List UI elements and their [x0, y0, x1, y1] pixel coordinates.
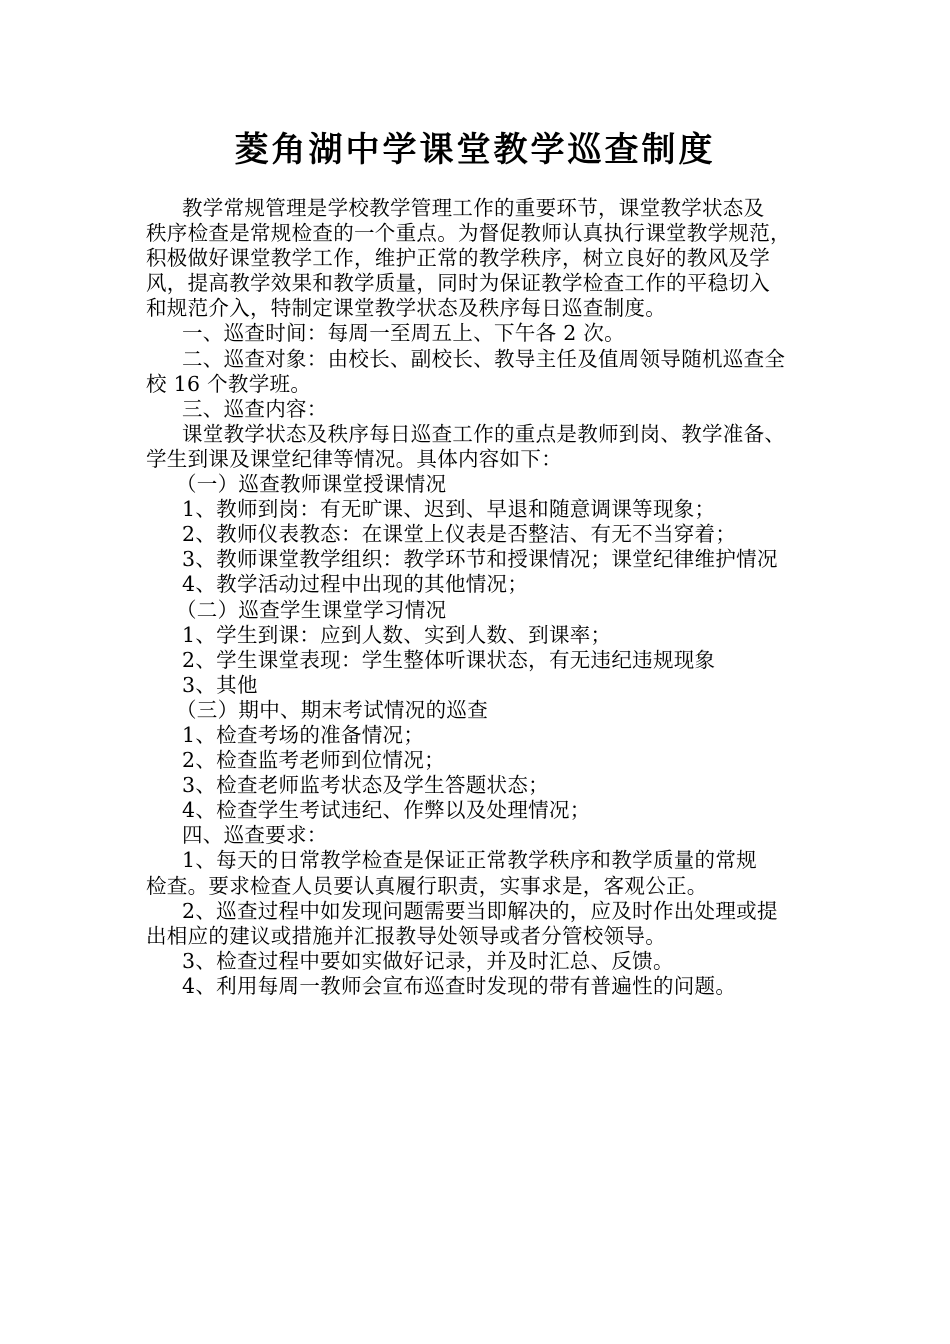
- text-line: （三）期中、期末考试情况的巡查: [176, 697, 488, 722]
- text-line: 出相应的建议或措施并汇报教导处领导或者分管校领导。: [146, 923, 666, 948]
- text-line: 1、学生到课：应到人数、实到人数、到课率；: [182, 622, 612, 647]
- text-line: 1、教师到岗：有无旷课、迟到、早退和随意调课等现象；: [182, 497, 716, 522]
- text-line: 3、检查过程中要如实做好记录，并及时汇总、反馈。: [182, 948, 674, 973]
- text-line: 积极做好课堂教学工作，维护正常的教学秩序，树立良好的教风及学: [146, 246, 770, 271]
- text-line: 3、检查老师监考状态及学生答题状态；: [182, 773, 549, 798]
- text-line: 2、学生课堂表现：学生整体听课状态，有无违纪违规现象: [182, 647, 716, 672]
- text-line: 学生到课及课堂纪律等情况。具体内容如下：: [146, 446, 562, 471]
- text-line: 课堂教学状态及秩序每日巡查工作的重点是教师到岗、教学准备、: [182, 421, 786, 446]
- text-line: 秩序检查是常规检查的一个重点。为督促教师认真执行课堂教学规范，: [146, 221, 791, 246]
- text-line: 一、巡查时间：每周一至周五上、下午各 2 次。: [182, 321, 625, 346]
- text-line: 和规范介入，特制定课堂教学状态及秩序每日巡查制度。: [146, 296, 666, 321]
- document-title: 菱角湖中学课堂教学巡查制度: [234, 130, 716, 170]
- text-line: 1、检查考场的准备情况；: [182, 722, 425, 747]
- text-line: 检查。要求检查人员要认真履行职责，实事求是，客观公正。: [146, 873, 708, 898]
- text-line: 3、教师课堂教学组织：教学环节和授课情况；课堂纪律维护情况: [182, 547, 778, 572]
- text-line: 2、教师仪表教态：在课堂上仪表是否整洁、有无不当穿着；: [182, 522, 737, 547]
- document-body: [146, 196, 822, 999]
- text-line: 4、教学活动过程中出现的其他情况；: [182, 572, 529, 597]
- text-line: （一）巡查教师课堂授课情况: [176, 472, 447, 497]
- text-line: 校 16 个教学班。: [146, 371, 312, 396]
- text-line: 二、巡查对象：由校长、副校长、教导主任及值周领导随机巡查全: [182, 346, 786, 371]
- text-line: 三、巡查内容：: [182, 396, 328, 421]
- text-line: 1、每天的日常教学检查是保证正常教学秩序和教学质量的常规: [182, 848, 757, 873]
- text-line: 四、巡查要求：: [182, 823, 328, 848]
- text-line: 2、检查监考老师到位情况；: [182, 748, 445, 773]
- text-line: 风，提高教学效果和教学质量，同时为保证教学检查工作的平稳切入: [146, 271, 770, 296]
- text-line: 2、巡查过程中如发现问题需要当即解决的，应及时作出处理或提: [182, 898, 778, 923]
- text-line: 4、利用每周一教师会宣布巡查时发现的带有普遍性的问题。: [182, 973, 737, 998]
- text-line: 教学常规管理是学校教学管理工作的重要环节，课堂教学状态及: [182, 196, 765, 220]
- text-line: 4、检查学生考试违纪、作弊以及处理情况；: [182, 798, 591, 823]
- text-line: 3、其他: [182, 672, 258, 697]
- text-line: （二）巡查学生课堂学习情况: [176, 597, 447, 622]
